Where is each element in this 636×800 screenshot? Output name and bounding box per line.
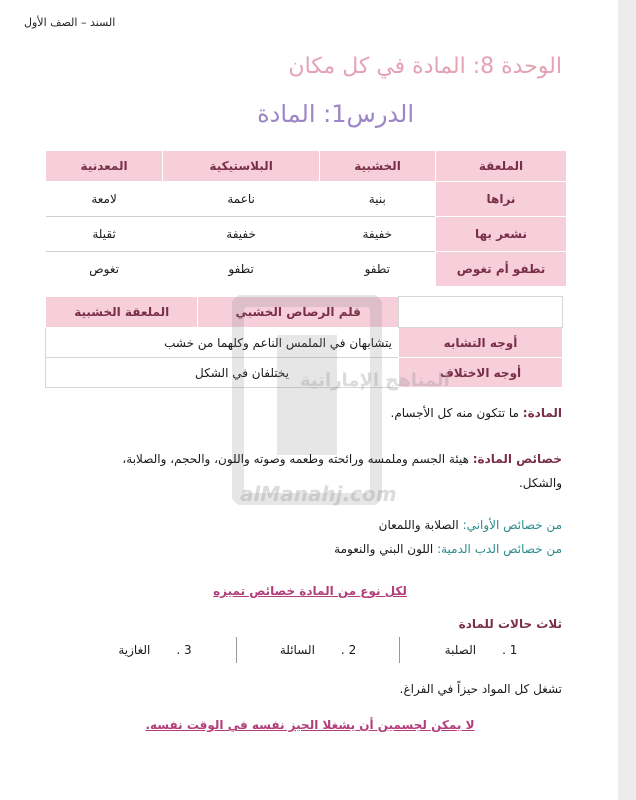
table-header-row (46, 151, 567, 182)
state-name: الصلبة (444, 643, 477, 657)
table-header-cell: الملعقة (436, 151, 567, 182)
states-list (74, 635, 562, 665)
table-header-cell: البلاستيكية (163, 151, 320, 182)
watermark-latin: alManahj.com (240, 482, 397, 506)
state-item (400, 635, 562, 665)
example-dishes (379, 518, 562, 532)
table-header-row (46, 297, 563, 328)
emphasis-properties: لكل نوع من المادة خصائص تميزه (213, 584, 407, 598)
state-item (74, 635, 236, 665)
example-text: الصلابة واللمعان (378, 518, 459, 532)
space-sentence: تشغل كل المواد حيزاً في الفراغ. (399, 682, 562, 696)
matter-text: ما تتكون منه كل الأجسام. (390, 406, 519, 420)
state-number: 3 . (176, 643, 192, 657)
row-label: تطفو أم تغوص (436, 252, 567, 287)
table-row (46, 182, 567, 217)
example-label: من خصائص الدب الدمية: (437, 542, 562, 556)
page-edge-strip (618, 0, 636, 800)
matter-definition (391, 406, 562, 420)
state-item (237, 635, 399, 665)
table-header-cell: الملعقة الخشبية (46, 297, 198, 328)
table-header-cell: المعدنية (46, 151, 163, 182)
divider (236, 637, 237, 663)
properties-text-continued: والشكل. (518, 476, 562, 490)
table-cell: بنية (320, 182, 436, 217)
properties-text: هيئة الجسم وملمسه ورائحته وطعمه وصوته واللون، والحجم، والصلابة، (122, 452, 469, 466)
row-label: أوجه الاختلاف (399, 358, 563, 388)
table-cell: تطفو (320, 252, 436, 287)
state-number: 1 . (502, 643, 518, 657)
table-header-cell: قلم الرصاص الخشبي (198, 297, 399, 328)
table-cell: ناعمة (163, 182, 320, 217)
state-name: الغازية (118, 643, 151, 657)
example-label: من خصائص الأواني: (462, 518, 562, 532)
table-row (46, 252, 567, 287)
row-label: أوجه التشابه (399, 328, 563, 358)
example-teddy (334, 542, 562, 556)
table-cell: تغوص (46, 252, 163, 287)
table-header-blank (399, 297, 563, 328)
table-cell: تطفو (163, 252, 320, 287)
state-number: 2 . (340, 643, 357, 657)
table-row (46, 217, 567, 252)
table-cell: ثقيلة (46, 217, 163, 252)
example-text: اللون البني والنعومة (334, 542, 434, 556)
table-cell: خفيفة (320, 217, 436, 252)
row-label: نراها (436, 182, 567, 217)
unit-title: الوحدة 8: المادة في كل مكان (288, 54, 562, 79)
watermark-arabic: المناهج الإماراتية (300, 370, 450, 391)
table-row (46, 328, 563, 358)
properties-label: خصائص المادة: (472, 452, 562, 466)
lesson-title: الدرس1: المادة (257, 100, 414, 128)
spoons-table (45, 150, 567, 287)
row-label: نشعر بها (436, 217, 567, 252)
properties-paragraph (72, 452, 562, 466)
state-name: السائلة (279, 643, 315, 657)
table-header-cell: الخشبية (320, 151, 436, 182)
page-header: السند – الصف الأول (24, 16, 116, 29)
states-title: ثلاث حالات للمادة (458, 617, 562, 631)
table-cell: لامعة (46, 182, 163, 217)
divider (399, 637, 400, 663)
table-cell: يختلفان في الشكل (46, 358, 399, 388)
emphasis-space: لا يمكن لجسمين أن يشغلا الحيز نفسه في الوقت نفسه. (145, 718, 475, 732)
matter-label: المادة: (522, 406, 562, 420)
table-cell: يتشابهان في الملمس الناعم وكلهما من خشب (46, 328, 399, 358)
table-cell: خفيفة (163, 217, 320, 252)
